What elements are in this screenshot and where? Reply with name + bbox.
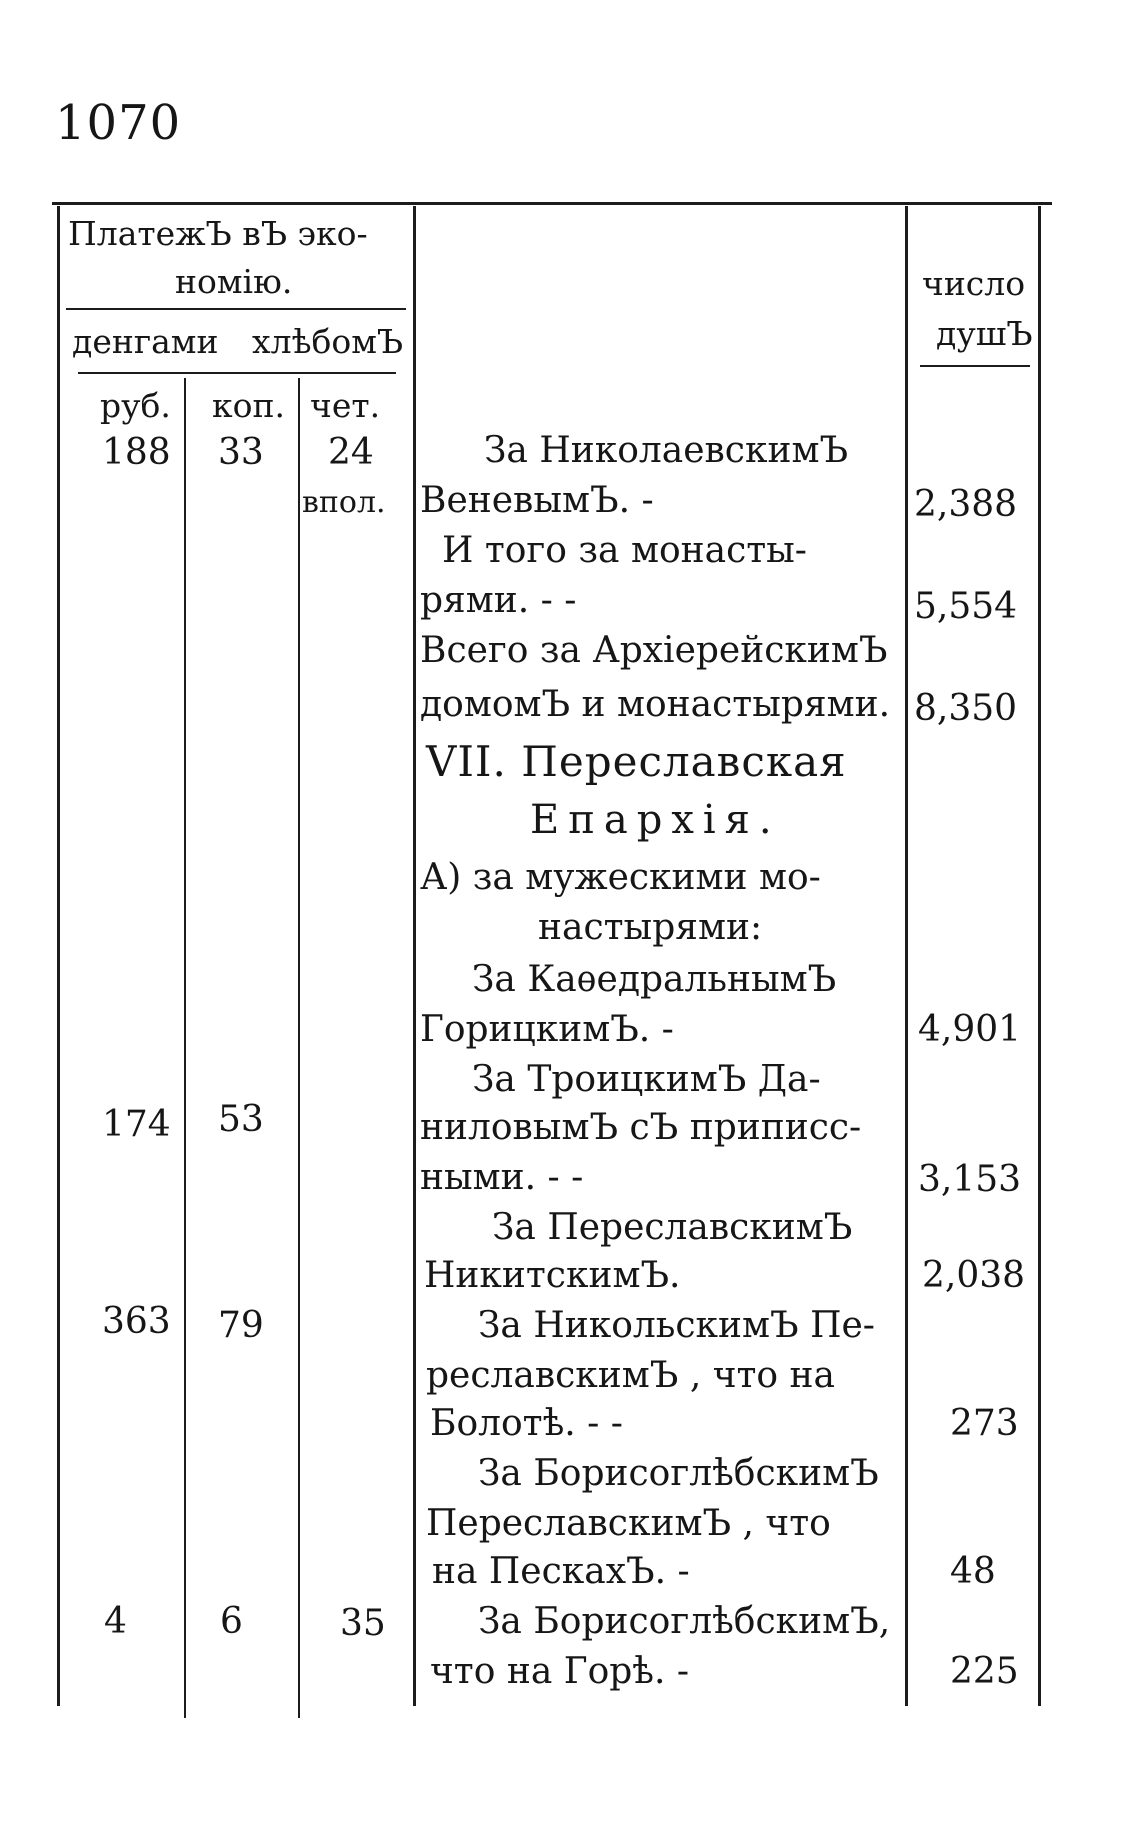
header-money: денгами: [72, 322, 219, 361]
header-grain: хлѣбомЪ: [252, 322, 404, 361]
row-name-line: За НиколаевскимЪ: [484, 430, 849, 471]
row-chet: 35: [340, 1603, 386, 1644]
row-name-line: ными. - -: [420, 1157, 584, 1198]
section-title-line2: Епархія.: [530, 797, 781, 843]
header-souls-line1: число: [922, 264, 1026, 303]
row-name-line: За ТроицкимЪ Да-: [472, 1059, 821, 1100]
row-rub: 174: [102, 1104, 171, 1145]
header-rule-1: [66, 308, 406, 310]
row-name-line: За НикольскимЪ Пе-: [478, 1305, 875, 1346]
row-name-line: Болотѣ. - -: [430, 1403, 623, 1444]
header-rule-2: [78, 372, 396, 374]
row-name-line: За КаѳедральнымЪ: [472, 959, 837, 1000]
row-name-line: ПереславскимЪ , что: [426, 1503, 831, 1544]
row-name-line: Всего за АрхіерейскимЪ: [420, 630, 888, 671]
row-rub: 4: [104, 1601, 127, 1642]
col-divider-kop-chet: [298, 378, 300, 1718]
row-souls: 273: [950, 1403, 1019, 1444]
row-souls: 5,554: [914, 586, 1018, 627]
row-name-line: на ПескахЪ. -: [432, 1551, 690, 1592]
row-name-line: НикитскимЪ.: [424, 1255, 681, 1296]
row-name-line: За БорисоглѣбскимЪ: [478, 1453, 879, 1494]
section-title: VII. Переславская: [426, 737, 847, 786]
row-kop: 53: [218, 1099, 264, 1140]
header-payment-line1: ПлатежЪ вЪ эко-: [68, 214, 368, 253]
row-name-line: реславскимЪ , что на: [426, 1355, 835, 1396]
row-name-line: домомЪ и монастырями.: [420, 684, 891, 725]
row-name-line: За ПереславскимЪ: [492, 1207, 853, 1248]
row-souls: 3,153: [918, 1159, 1022, 1200]
header-payment-line2: номію.: [175, 262, 293, 301]
col-divider-name-souls: [905, 206, 908, 1706]
page-number: 1070: [55, 95, 182, 151]
row-chet-note: впол.: [302, 485, 386, 520]
col-divider-chet-name: [413, 206, 416, 1706]
souls-header-rule: [920, 365, 1030, 367]
row-souls: 225: [950, 1651, 1019, 1692]
right-border: [1038, 206, 1041, 1706]
col-divider-rub-kop: [184, 378, 186, 1718]
row-rub: 188: [102, 432, 171, 473]
row-name-line: что на Горѣ. -: [430, 1651, 690, 1692]
row-name-line: ниловымЪ сЪ приписс-: [420, 1107, 862, 1148]
row-chet: 24: [328, 432, 374, 473]
subsection-heading-line2: настырями:: [538, 907, 763, 948]
subsection-heading: А) за мужескими мо-: [420, 857, 821, 898]
row-name-line: ГорицкимЪ. -: [420, 1009, 674, 1050]
header-kop: коп.: [212, 386, 285, 425]
left-border: [57, 206, 60, 1706]
header-chet: чет.: [310, 386, 381, 425]
header-rub: руб.: [100, 386, 171, 425]
row-souls: 8,350: [914, 688, 1018, 729]
row-name-line: И того за монасты-: [442, 530, 807, 571]
row-souls: 2,388: [914, 484, 1018, 525]
row-name-line: ВеневымЪ. -: [420, 480, 654, 521]
row-kop: 6: [220, 1601, 243, 1642]
table-top-rule: [52, 202, 1052, 205]
row-name-line: За БорисоглѣбскимЪ,: [478, 1601, 891, 1642]
row-rub: 363: [102, 1301, 171, 1342]
row-souls: 4,901: [918, 1009, 1022, 1050]
row-souls: 48: [950, 1551, 996, 1592]
row-name-line: рями. - -: [420, 580, 577, 621]
row-souls: 2,038: [922, 1255, 1026, 1296]
header-souls-line2: душЪ: [936, 314, 1033, 353]
row-kop: 79: [218, 1305, 264, 1346]
row-kop: 33: [218, 432, 264, 473]
